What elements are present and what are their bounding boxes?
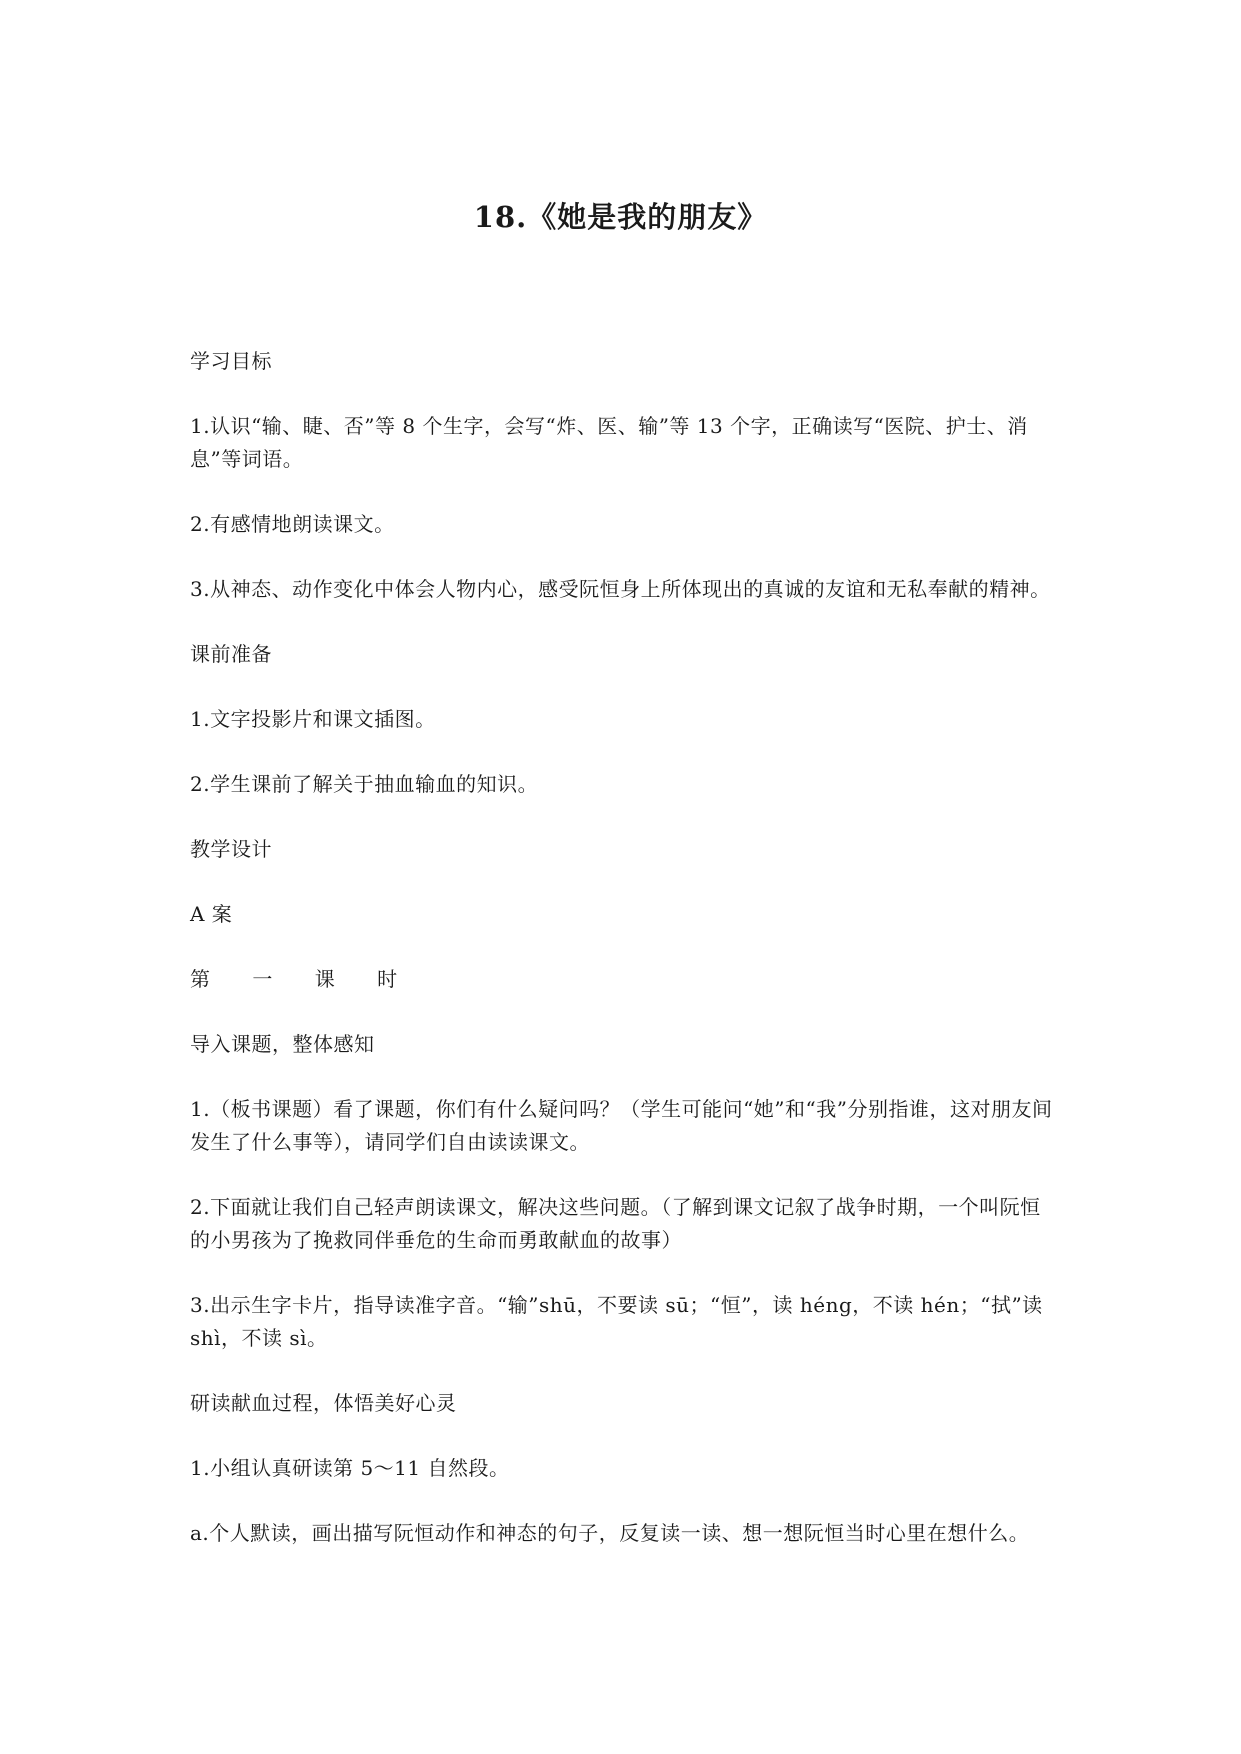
intro-step-2: 2.下面就让我们自己轻声朗读课文，解决这些问题。（了解到课文记叙了战争时期，一个叫阮恒的小男孩为了挽救同伴垂危的生命而勇敢献血的故事） [190, 1195, 1041, 1252]
study-step-1: 1.小组认真研读第 5～11 自然段。 [190, 1456, 510, 1480]
objective-1: 1.认识“输、睫、否”等 8 个生字，会写“炸、医、输”等 13 个字，正确读写“医院、护士、消息”等词语。 [190, 414, 1028, 471]
intro-step-3: 3.出示生字卡片，指导读准字音。“输”shū，不要读 sū；“恒”，读 héng，不读 hén；“拭”读 shì，不读 sì。 [190, 1293, 1043, 1350]
plan-label: A 案 [190, 902, 233, 926]
subheading-intro: 导入课题，整体感知 [190, 1032, 375, 1056]
document-body [190, 345, 1060, 1582]
lesson-label: 第 一 课 时 [190, 967, 416, 991]
section-heading-design: 教学设计 [190, 837, 272, 861]
subheading-study: 研读献血过程，体悟美好心灵 [190, 1391, 457, 1415]
intro-step-1: 1.（板书课题）看了课题，你们有什么疑问吗？（学生可能问“她”和“我”分别指谁，这对朋友间发生了什么事等），请同学们自由读读课文。 [190, 1097, 1053, 1154]
objective-3: 3.从神态、动作变化中体会人物内心，感受阮恒身上所体现出的真诚的友谊和无私奉献的精神。 [190, 577, 1051, 601]
preparation-2: 2.学生课前了解关于抽血输血的知识。 [190, 772, 539, 796]
study-step-1a: a.个人默读，画出描写阮恒动作和神态的句子，反复读一读、想一想阮恒当时心里在想什么。 [190, 1521, 1030, 1545]
preparation-1: 1.文字投影片和课文插图。 [190, 707, 436, 731]
document-title: 18.《她是我的朋友》 [473, 200, 768, 234]
objective-2: 2.有感情地朗读课文。 [190, 512, 395, 536]
section-heading-objectives: 学习目标 [190, 349, 272, 373]
section-heading-preparation: 课前准备 [190, 642, 272, 666]
